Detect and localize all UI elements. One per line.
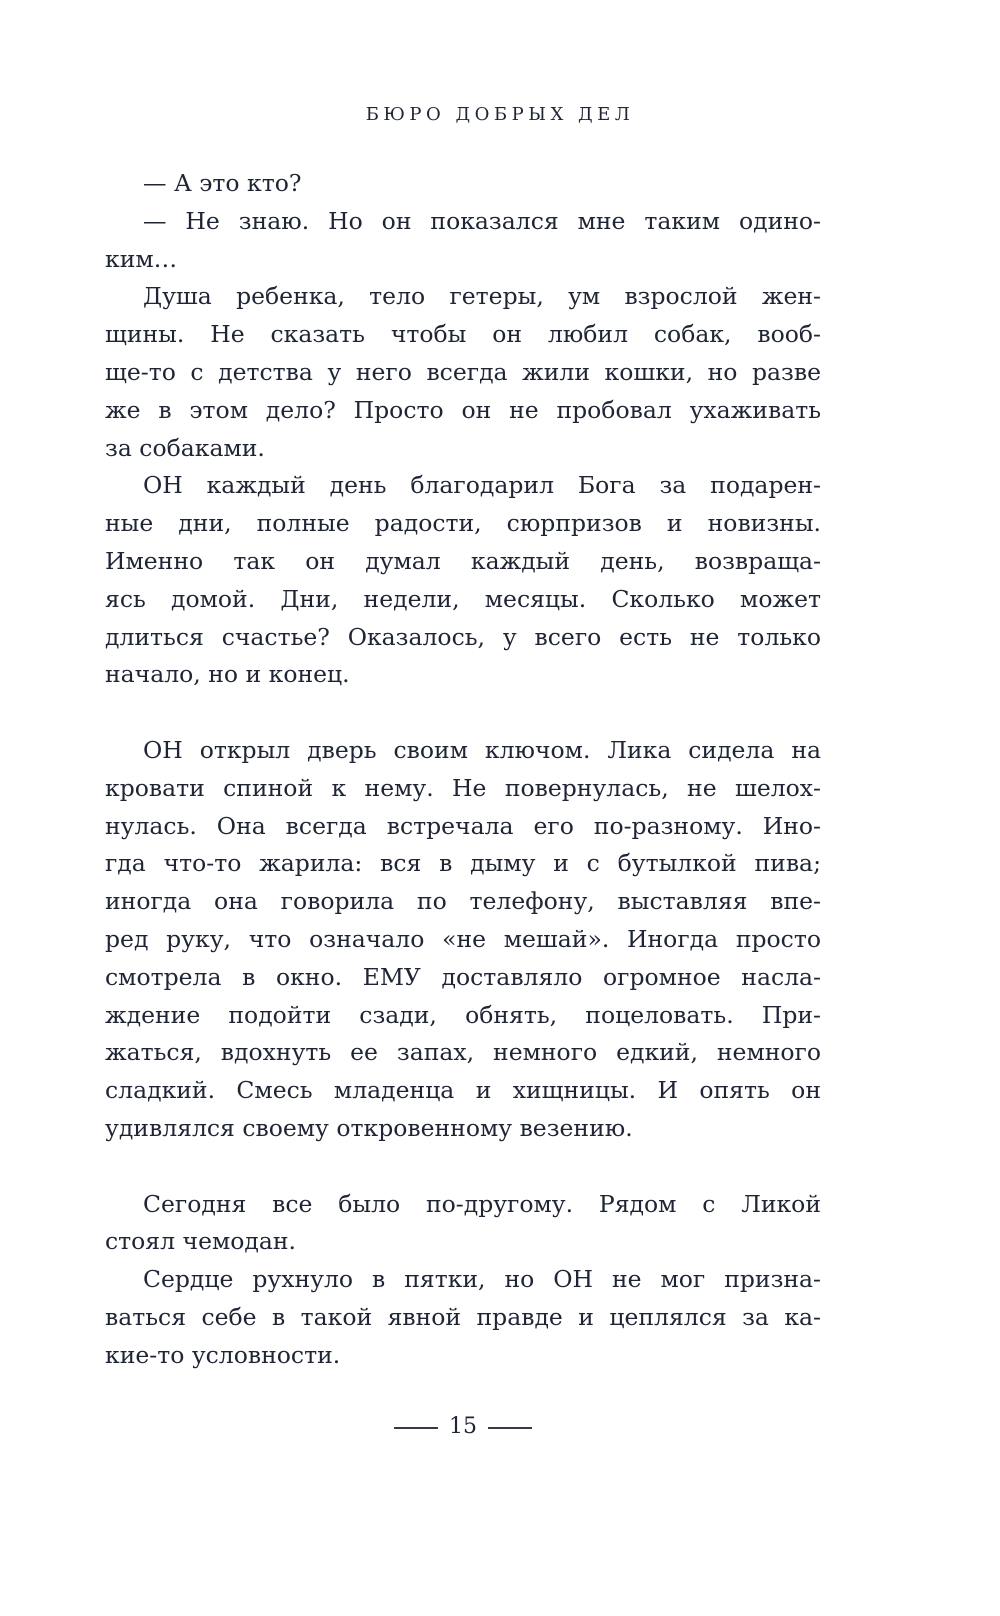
paragraph bbox=[105, 1186, 821, 1262]
paragraph bbox=[105, 165, 821, 203]
text-line: начало, но и конец. bbox=[105, 660, 350, 689]
text-line: ясь домой. Дни, недели, месяцы. Сколько может bbox=[105, 584, 821, 613]
text-line: ные дни, полные радости, сюрпризов и новизны. bbox=[105, 509, 821, 538]
text-line: длиться счастье? Оказалось, у всего есть не только bbox=[105, 622, 821, 651]
text-line: кие-то условности. bbox=[105, 1340, 341, 1369]
text-line: ждение подойти сзади, обнять, поцеловать. При- bbox=[105, 1000, 821, 1029]
text-line: сладкий. Смесь младенца и хищницы. И опять он bbox=[105, 1076, 821, 1105]
text-line: — А это кто? bbox=[143, 169, 302, 197]
text-line: Именно так он думал каждый день, возвраща- bbox=[105, 546, 821, 575]
paragraph bbox=[105, 467, 821, 694]
text-line: гда что-то жарила: вся в дыму и с бутылкой пива; bbox=[105, 849, 821, 878]
page-number: 15 bbox=[449, 1414, 477, 1439]
text-line: Душа ребенка, тело гетеры, ум взрослой жен- bbox=[143, 282, 821, 311]
text-line: ОН каждый день благодарил Бога за подарен- bbox=[143, 471, 821, 500]
text-line: за собаками. bbox=[105, 433, 265, 462]
text-line: кровати спиной к нему. Не повернулась, не шелох- bbox=[105, 773, 821, 802]
text-line: Сердце рухнуло в пятки, но ОН не мог призна- bbox=[143, 1265, 821, 1294]
text-line: ОН открыл дверь своим ключом. Лика сидела на bbox=[143, 735, 821, 764]
text-line: ваться себе в такой явной правде и цеплялся за ка- bbox=[105, 1302, 821, 1331]
text-line: ред руку, что означало «не мешай». Иногда просто bbox=[105, 924, 821, 953]
text-line: щины. Не сказать чтобы он любил собак, вооб- bbox=[105, 320, 821, 349]
footer-rule-right-icon bbox=[488, 1427, 532, 1429]
text-line: ким… bbox=[105, 244, 178, 273]
text-line: жаться, вдохнуть ее запах, немного едкий, немного bbox=[105, 1038, 821, 1067]
page-text bbox=[105, 165, 821, 1375]
text-line: смотрела в окно. ЕМУ доставляло огромное насла- bbox=[105, 962, 821, 991]
paragraph bbox=[105, 278, 821, 467]
running-header: БЮРО ДОБРЫХ ДЕЛ bbox=[365, 104, 635, 125]
text-line: — Не знаю. Но он показался мне таким одино- bbox=[143, 206, 821, 235]
text-line: Сегодня все было по-другому. Рядом с Ликой bbox=[143, 1189, 821, 1218]
paragraph bbox=[105, 732, 821, 1148]
paragraph bbox=[105, 203, 821, 279]
text-line: стоял чемодан. bbox=[105, 1227, 297, 1256]
footer-rule-left-icon bbox=[394, 1427, 438, 1429]
text-line: удивлялся своему откровенному везению. bbox=[105, 1113, 633, 1142]
paragraph bbox=[105, 1261, 821, 1374]
text-line: же в этом дело? Просто он не пробовал ухаживать bbox=[105, 395, 821, 424]
text-line: иногда она говорила по телефону, выставляя впе- bbox=[105, 887, 821, 916]
text-line: ще-то с детства у него всегда жили кошки, но разве bbox=[105, 357, 821, 386]
text-line: нулась. Она всегда встречала его по-разному. Ино- bbox=[105, 811, 821, 840]
page-footer bbox=[105, 1416, 821, 1440]
